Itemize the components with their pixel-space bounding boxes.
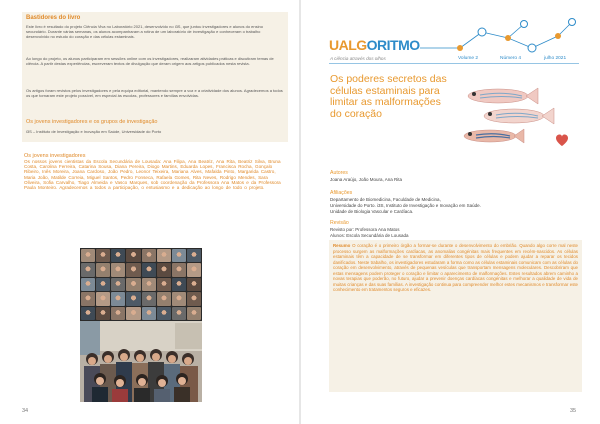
video-tile	[126, 307, 140, 320]
header-rule	[329, 63, 579, 64]
classroom-group-photo	[80, 321, 202, 402]
left-page	[0, 0, 299, 424]
video-tile	[157, 292, 171, 305]
right-page-number: 35	[570, 408, 577, 414]
box-paragraph-3: Os artigos foram revistos pelos investigadores e pela equipa editorial, mantendo sempre a voz e a criatividade dos alunos. Agradecemos a todos os que tornaram este projeto possível, em especial às escolas, professores e famílias envolvidas.	[26, 88, 283, 98]
video-tile	[81, 307, 95, 320]
video-tile	[81, 249, 95, 262]
video-tile	[187, 249, 201, 262]
authors-label: Autores	[330, 170, 348, 176]
video-tile	[126, 278, 140, 291]
video-tile	[81, 278, 95, 291]
revision-label: Revisão	[330, 220, 349, 226]
video-tile	[142, 307, 156, 320]
box-paragraph-1: Este livro é resultado do projeto Ciência Viva no Laboratório 2021, desenvolvido no i3S, que juntou investigadores e alunos do ensino secundário. Durante várias semanas, os alunos acompanharam a rotina de um laboratório de investigação e conheceram o trabalho desenvolvido no estudo do coração e das células estaminais.	[26, 24, 263, 39]
logo-part-1: UALG	[329, 37, 367, 53]
video-tile	[172, 249, 186, 262]
video-tile	[172, 278, 186, 291]
video-tile	[187, 307, 201, 320]
logo-part-2: ORITMO	[366, 37, 420, 53]
video-tile	[81, 292, 95, 305]
video-tile	[142, 292, 156, 305]
magazine-logo	[329, 36, 420, 54]
left-page-number: 34	[22, 408, 29, 414]
video-tile	[157, 307, 171, 320]
video-tile	[172, 292, 186, 305]
video-tile	[111, 307, 125, 320]
video-tile	[111, 249, 125, 262]
video-tile	[187, 292, 201, 305]
video-tile	[172, 263, 186, 276]
video-tile	[96, 249, 110, 262]
video-tile	[157, 249, 171, 262]
video-call-group-photo	[80, 248, 202, 321]
revision-line-2: Alunos: Escola Secundária de Lousada	[330, 233, 409, 238]
abstract-box	[329, 240, 582, 392]
video-tile	[111, 278, 125, 291]
affiliation-line-3: Unidade de Biologia Vascular e Cardíaca.	[330, 209, 414, 214]
video-tile	[142, 263, 156, 276]
behind-the-book-box	[22, 12, 288, 142]
magazine-tagline: A ciência através dos olhos	[330, 56, 386, 61]
video-tile	[157, 278, 171, 291]
volume-label: Volume 2	[458, 56, 479, 61]
box-paragraph-2: Ao longo do projeto, os alunos participaram em sessões online com os investigadores, realizaram atividades práticas e discutiram temas de ciência. A partir destas experiências, escreveram textos de divulgação que deram origem aos artigos publicados nesta revista.	[26, 56, 274, 66]
video-tile	[96, 263, 110, 276]
video-tile	[96, 292, 110, 305]
box-title: Bastidores do livro	[26, 15, 81, 21]
video-tile	[172, 307, 186, 320]
abstract-body	[333, 243, 578, 293]
box-note: i3S – Instituto de Investigação e Inovação em Saúde, Universidade do Porto	[26, 129, 162, 134]
video-tile	[126, 292, 140, 305]
affiliation-line-1: Departamento de Biomedicina, Faculdade de Medicina,	[330, 197, 441, 202]
article-title: Os poderes secretos das células estaminais para limitar as malformações do coração	[330, 73, 447, 120]
video-tile	[96, 307, 110, 320]
video-tile	[96, 278, 110, 291]
zebrafish-illustration	[452, 78, 577, 152]
molecule-network-icon	[420, 14, 580, 59]
abstract-text: O coração é o primeiro órgão a formar-se durante o desenvolvimento do embrião. Quando algo corre mal neste processo surgem as malformações cardíacas, as anomalias congénitas mais frequentes em recém-nascidos. As células estaminais têm a capacidade de se transformar em diferentes tipos de células e podem ajudar a reparar os tecidos danificados. Neste trabalho, os investigadores estudaram a forma como as células estaminais comunicam com as células do coração em desenvolvimento, através de pequenas vesículas que transportam mensagens moleculares. Descobriram que estas mensagens podem proteger o coração e limitar o aparecimento de malformações. Estes resultados abrem caminho a novas terapias que poderão, no futuro, ajudar a prevenir doenças cardíacas congénitas e melhorar a qualidade de vida de muitas crianças e das suas famílias. A investigação continua para compreender melhor estes mecanismos e transformar este conhecimento em tratamentos seguros e eficazes.	[333, 243, 578, 293]
video-tile	[142, 278, 156, 291]
video-tile	[111, 263, 125, 276]
names-title: Os jovens investigadores	[24, 153, 86, 159]
box-subtitle: Os jovens investigadores e os grupos de investigação	[26, 119, 158, 125]
video-tile	[157, 263, 171, 276]
video-tile	[187, 278, 201, 291]
video-tile	[187, 263, 201, 276]
video-tile	[126, 263, 140, 276]
date-label: julho 2021	[544, 56, 567, 61]
video-tile	[81, 263, 95, 276]
video-tile	[111, 292, 125, 305]
authors-text: Joana Araújo, João Moura, Ana Rita	[330, 177, 403, 182]
names-text: Os nossos jovens cientistas da Escola Secundária de Lousada: Ana Filipa, Ana Beatriz, Ana Rita, Beatriz Silva, Bruna Costa, Carolina Ferreira, Catarina Sousa, Diana Pereira, Diogo Martins, Eduarda Lopes, Francisca Rocha, Gonçalo Ribeiro, Inês Moreira, Joana Cardoso, João Pedro, Leonor Teixeira, Mariana Alves, Mafalda Pinto, Margarida Castro, Maria João, Matilde Correia, Miguel Santos, Pedro Fonseca, Rafaela Gomes, Rita Neves, Rodrigo Mendes, Sara Oliveira, Sofia Carvalho, Tiago Almeida e Vasco Marques, sob coordenação da Professora Ana Matos e da Professora Paula Monteiro. Agradecemos a todos a participação, o entusiasmo e a dedicação ao longo de todo o projeto.	[24, 159, 281, 191]
affiliation-line-2: Universidade do Porto. i3S, Instituto de Investigação e Inovação em Saúde.	[330, 203, 481, 208]
video-tile	[142, 249, 156, 262]
video-tile	[126, 249, 140, 262]
issue-label: Número 4	[500, 56, 522, 61]
abstract-lead: Resumo	[333, 243, 351, 248]
classroom-photo-illustration	[80, 321, 202, 402]
revision-line-1: Revisto por: Professora Ana Matos	[330, 227, 400, 232]
affiliations-label: Afiliações	[330, 190, 353, 196]
